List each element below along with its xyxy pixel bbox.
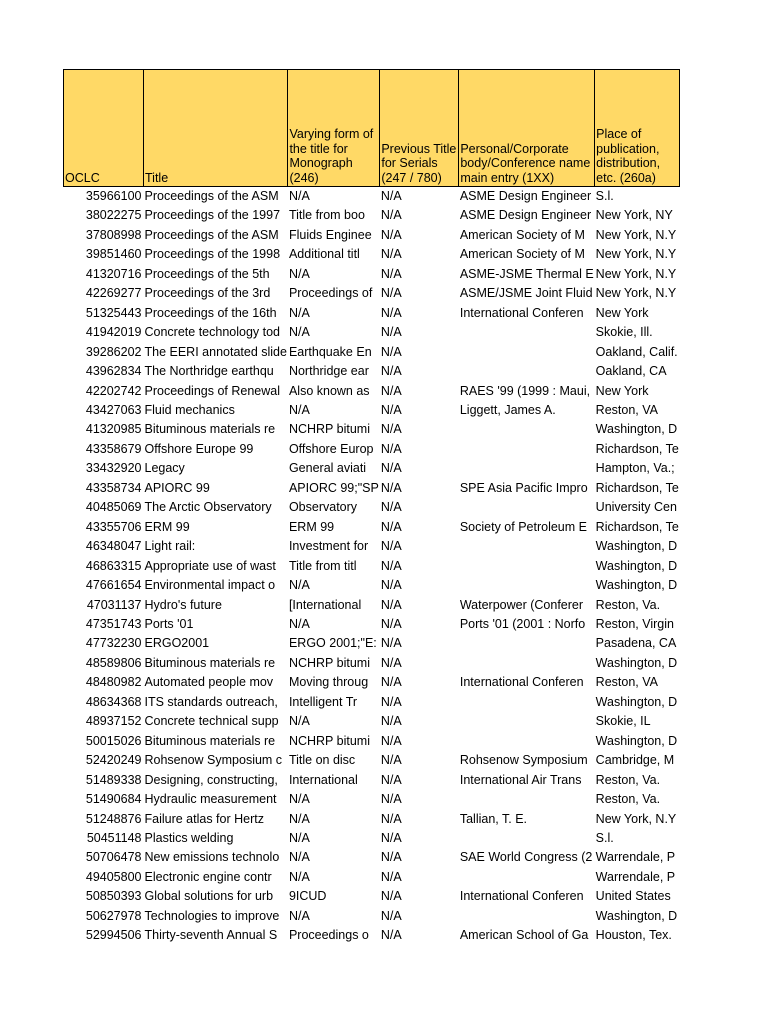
place-cell[interactable]: New York, N.Y: [595, 247, 677, 262]
main-entry-cell[interactable]: [459, 654, 595, 673]
oclc-cell[interactable]: 42269277: [85, 286, 142, 301]
spreadsheet: [63, 69, 680, 946]
table-row: [64, 206, 680, 225]
oclc-cell[interactable]: 43427063: [85, 402, 142, 417]
main-entry-cell[interactable]: [459, 440, 595, 459]
place-cell[interactable]: University Cen: [595, 500, 677, 515]
varying-form-cell[interactable]: NCHRP bitumi: [288, 655, 370, 670]
varying-form-cell[interactable]: Northridge ear: [288, 364, 369, 379]
table-row: [64, 829, 680, 848]
previous-title-cell[interactable]: N/A: [380, 675, 402, 690]
header-varying-form[interactable]: Varying form of the title for Monograph (246): [288, 70, 380, 187]
place-cell[interactable]: New York, N.Y: [595, 286, 677, 301]
table-row: [64, 887, 680, 906]
place-cell[interactable]: Skokie, IL: [595, 714, 651, 729]
previous-title-cell[interactable]: N/A: [380, 500, 402, 515]
table-row: [64, 751, 680, 770]
main-entry-cell[interactable]: [459, 459, 595, 478]
varying-form-cell[interactable]: General aviati: [288, 461, 367, 476]
varying-form-cell[interactable]: [International: [288, 597, 362, 612]
title-cell[interactable]: Plastics welding: [144, 830, 234, 845]
title-cell[interactable]: Thirty-seventh Annual S: [144, 928, 278, 943]
varying-form-cell[interactable]: International: [288, 772, 358, 787]
table-row: [64, 420, 680, 439]
title-cell[interactable]: Bituminous materials re: [144, 422, 276, 437]
header-previous-title[interactable]: Previous Title for Serials (247 / 780): [380, 70, 459, 187]
main-entry-cell[interactable]: [459, 732, 595, 751]
oclc-cell[interactable]: 39851460: [85, 247, 142, 262]
main-entry-cell[interactable]: [459, 362, 595, 381]
previous-title-cell[interactable]: N/A: [380, 519, 402, 534]
main-entry-cell[interactable]: [459, 576, 595, 595]
main-entry-cell[interactable]: SAE World Congress (2: [459, 850, 593, 865]
oclc-cell[interactable]: 51489338: [85, 772, 142, 787]
header-oclc[interactable]: OCLC: [64, 70, 144, 187]
oclc-cell[interactable]: 39286202: [85, 344, 142, 359]
previous-title-cell[interactable]: N/A: [380, 227, 402, 242]
table-row: [64, 615, 680, 634]
place-cell[interactable]: New York, NY: [595, 208, 673, 223]
place-cell[interactable]: Reston, Virgin: [595, 616, 674, 631]
varying-form-cell[interactable]: Investment for: [288, 539, 369, 554]
previous-title-cell[interactable]: N/A: [380, 830, 402, 845]
title-cell[interactable]: Environmental impact o: [144, 578, 276, 593]
previous-title-cell[interactable]: N/A: [380, 733, 402, 748]
title-cell[interactable]: Offshore Europe 99: [144, 441, 254, 456]
previous-title-cell[interactable]: N/A: [380, 383, 402, 398]
title-cell[interactable]: Failure atlas for Hertz: [144, 811, 264, 826]
title-cell[interactable]: The Northridge earthqu: [144, 364, 274, 379]
previous-title-cell[interactable]: N/A: [380, 714, 402, 729]
oclc-cell[interactable]: 43355706: [85, 519, 142, 534]
oclc-cell[interactable]: 48937152: [85, 714, 142, 729]
title-cell[interactable]: Concrete technical supp: [144, 714, 279, 729]
place-cell[interactable]: Reston, VA: [595, 675, 658, 690]
varying-form-cell[interactable]: Proceedings of: [288, 286, 373, 301]
varying-form-cell[interactable]: Also known as: [288, 383, 370, 398]
varying-form-cell[interactable]: N/A: [288, 869, 310, 884]
varying-form-cell[interactable]: N/A: [288, 792, 310, 807]
main-entry-cell[interactable]: ASME Design Engineer: [459, 208, 592, 223]
place-cell[interactable]: New York, N.Y: [595, 227, 677, 242]
previous-title-cell[interactable]: N/A: [380, 305, 402, 320]
previous-title-cell[interactable]: N/A: [380, 694, 402, 709]
oclc-cell[interactable]: 47351743: [85, 616, 142, 631]
oclc-cell[interactable]: 52994506: [85, 928, 142, 943]
previous-title-cell[interactable]: N/A: [380, 578, 402, 593]
title-cell[interactable]: APIORC 99: [144, 480, 210, 495]
main-entry-cell[interactable]: Waterpower (Conferer: [459, 597, 584, 612]
previous-title-cell[interactable]: N/A: [380, 655, 402, 670]
oclc-cell[interactable]: 51248876: [85, 811, 142, 826]
previous-title-cell[interactable]: N/A: [380, 869, 402, 884]
place-cell[interactable]: Washington, D: [595, 908, 678, 923]
table-row: [64, 771, 680, 790]
previous-title-cell[interactable]: N/A: [380, 558, 402, 573]
place-cell[interactable]: New York: [595, 305, 649, 320]
previous-title-cell[interactable]: N/A: [380, 616, 402, 631]
varying-form-cell[interactable]: N/A: [288, 616, 310, 631]
title-cell[interactable]: Proceedings of the 5th: [144, 266, 270, 281]
previous-title-cell[interactable]: N/A: [380, 364, 402, 379]
main-entry-cell[interactable]: [459, 712, 595, 731]
title-cell[interactable]: Automated people mov: [144, 675, 274, 690]
table-row: [64, 362, 680, 381]
varying-form-cell[interactable]: Fluids Enginee: [288, 227, 372, 242]
title-cell[interactable]: Proceedings of the ASM: [144, 189, 279, 203]
varying-form-cell[interactable]: N/A: [288, 714, 310, 729]
previous-title-cell[interactable]: N/A: [380, 928, 402, 943]
place-cell[interactable]: United States: [595, 889, 671, 904]
table-row: [64, 848, 680, 867]
table-body: [64, 187, 680, 946]
previous-title-cell[interactable]: N/A: [380, 908, 402, 923]
previous-title-cell[interactable]: N/A: [380, 402, 402, 417]
title-cell[interactable]: ERGO2001: [144, 636, 210, 651]
oclc-cell[interactable]: 50850393: [85, 889, 142, 904]
title-cell[interactable]: Global solutions for urb: [144, 889, 274, 904]
title-cell[interactable]: Proceedings of Renewal: [144, 383, 280, 398]
place-cell[interactable]: Skokie, Ill.: [595, 325, 653, 340]
place-cell[interactable]: Houston, Tex.: [595, 928, 672, 943]
oclc-cell[interactable]: 43962834: [85, 364, 142, 379]
main-entry-cell[interactable]: [459, 907, 595, 926]
varying-form-cell[interactable]: Title from boo: [288, 208, 365, 223]
title-cell[interactable]: New emissions technolo: [144, 850, 280, 865]
previous-title-cell[interactable]: N/A: [380, 286, 402, 301]
table-row: [64, 673, 680, 692]
oclc-cell[interactable]: 46348047: [85, 539, 142, 554]
oclc-cell[interactable]: 48480982: [85, 675, 142, 690]
oclc-cell[interactable]: 49405800: [85, 869, 142, 884]
title-cell[interactable]: Proceedings of the ASM: [144, 227, 279, 242]
main-entry-cell[interactable]: [459, 323, 595, 342]
oclc-cell[interactable]: 37808998: [85, 227, 142, 242]
main-entry-cell[interactable]: [459, 790, 595, 809]
main-entry-cell[interactable]: [459, 868, 595, 887]
oclc-cell[interactable]: 35966100: [85, 189, 142, 203]
place-cell[interactable]: Washington, D: [595, 733, 678, 748]
oclc-cell[interactable]: 51325443: [85, 305, 142, 320]
table-row: [64, 304, 680, 323]
place-cell[interactable]: Richardson, Te: [595, 519, 679, 534]
place-cell[interactable]: Reston, Va.: [595, 597, 661, 612]
main-entry-cell[interactable]: American Society of M: [459, 247, 585, 262]
previous-title-cell[interactable]: N/A: [380, 850, 402, 865]
table-row: [64, 459, 680, 478]
title-cell[interactable]: Proceedings of the 3rd: [144, 286, 271, 301]
table-row: [64, 382, 680, 401]
table-row: [64, 518, 680, 537]
main-entry-cell[interactable]: American Society of M: [459, 227, 585, 242]
main-entry-cell[interactable]: [459, 537, 595, 556]
oclc-cell[interactable]: 50627978: [85, 908, 142, 923]
oclc-cell[interactable]: 47661654: [85, 578, 142, 593]
oclc-cell[interactable]: 48589806: [85, 655, 142, 670]
oclc-cell[interactable]: 43358734: [85, 480, 142, 495]
title-cell[interactable]: The EERI annotated slide: [144, 344, 287, 359]
place-cell[interactable]: Richardson, Te: [595, 441, 679, 456]
varying-form-cell[interactable]: Observatory: [288, 500, 358, 515]
varying-form-cell[interactable]: N/A: [288, 325, 310, 340]
varying-form-cell[interactable]: APIORC 99;"SP: [288, 480, 379, 495]
title-cell[interactable]: Designing, constructing,: [144, 772, 278, 787]
catalog-table: [63, 69, 680, 946]
place-cell[interactable]: New York, N.Y: [595, 266, 677, 281]
main-entry-cell[interactable]: Society of Petroleum E: [459, 519, 587, 534]
table-row: [64, 790, 680, 809]
oclc-cell[interactable]: 42202742: [85, 383, 142, 398]
varying-form-cell[interactable]: Title from titl: [288, 558, 357, 573]
main-entry-cell[interactable]: International Conferen: [459, 675, 584, 690]
varying-form-cell[interactable]: Earthquake En: [288, 344, 372, 359]
title-cell[interactable]: Bituminous materials re: [144, 733, 276, 748]
main-entry-cell[interactable]: [459, 557, 595, 576]
title-cell[interactable]: Electronic engine contr: [144, 869, 272, 884]
table-row: [64, 440, 680, 459]
main-entry-cell[interactable]: Ports '01 (2001 : Norfo: [459, 616, 586, 631]
title-cell[interactable]: Hydro's future: [144, 597, 222, 612]
place-cell[interactable]: Washington, D: [595, 578, 678, 593]
title-cell[interactable]: Light rail:: [144, 539, 196, 554]
table-row: [64, 634, 680, 653]
place-cell[interactable]: New York, N.Y: [595, 811, 677, 826]
place-cell[interactable]: Washington, D: [595, 539, 678, 554]
title-cell[interactable]: ITS standards outreach,: [144, 694, 278, 709]
previous-title-cell[interactable]: N/A: [380, 441, 402, 456]
main-entry-cell[interactable]: ASME Design Engineer: [459, 189, 592, 203]
main-entry-cell[interactable]: [459, 498, 595, 517]
title-cell[interactable]: Legacy: [144, 461, 185, 476]
table-row: [64, 693, 680, 712]
previous-title-cell[interactable]: N/A: [380, 889, 402, 904]
table-row: [64, 401, 680, 420]
previous-title-cell[interactable]: N/A: [380, 208, 402, 223]
varying-form-cell[interactable]: N/A: [288, 850, 310, 865]
place-cell[interactable]: Washington, D: [595, 422, 678, 437]
table-row: [64, 926, 680, 945]
oclc-cell[interactable]: 47732230: [85, 636, 142, 651]
previous-title-cell[interactable]: N/A: [380, 344, 402, 359]
varying-form-cell[interactable]: ERM 99: [288, 519, 335, 534]
place-cell[interactable]: Oakland, Calif.: [595, 344, 678, 359]
main-entry-cell[interactable]: [459, 420, 595, 439]
varying-form-cell[interactable]: N/A: [288, 402, 310, 417]
title-cell[interactable]: Appropriate use of wast: [144, 558, 276, 573]
varying-form-cell[interactable]: N/A: [288, 908, 310, 923]
varying-form-cell[interactable]: Moving throug: [288, 675, 369, 690]
place-cell[interactable]: Richardson, Te: [595, 480, 679, 495]
table-row: [64, 810, 680, 829]
table-row: [64, 712, 680, 731]
previous-title-cell[interactable]: N/A: [380, 811, 402, 826]
title-cell[interactable]: Concrete technology tod: [144, 325, 281, 340]
main-entry-cell[interactable]: [459, 693, 595, 712]
main-entry-cell[interactable]: ASME/JSME Joint Fluid: [459, 286, 593, 301]
oclc-cell[interactable]: 43358679: [85, 441, 142, 456]
table-row: [64, 907, 680, 926]
main-entry-cell[interactable]: International Air Trans: [459, 772, 582, 787]
main-entry-cell[interactable]: SPE Asia Pacific Impro: [459, 480, 588, 495]
place-cell[interactable]: New York: [595, 383, 649, 398]
previous-title-cell[interactable]: N/A: [380, 636, 402, 651]
title-cell[interactable]: Bituminous materials re: [144, 655, 276, 670]
table-row: [64, 245, 680, 264]
place-cell[interactable]: Warrendale, P: [595, 869, 676, 884]
header-row: [64, 70, 680, 187]
previous-title-cell[interactable]: N/A: [380, 597, 402, 612]
header-title[interactable]: Title: [144, 70, 288, 187]
title-cell[interactable]: Proceedings of the 1997: [144, 208, 281, 223]
oclc-cell[interactable]: 52420249: [85, 753, 142, 768]
main-entry-cell[interactable]: [459, 829, 595, 848]
place-cell[interactable]: Cambridge, M: [595, 753, 675, 768]
previous-title-cell[interactable]: N/A: [380, 266, 402, 281]
varying-form-cell[interactable]: Intelligent Tr: [288, 694, 358, 709]
header-main-entry[interactable]: Personal/Corporate body/Conference name main entry (1XX): [459, 70, 595, 187]
table-row: [64, 498, 680, 517]
title-cell[interactable]: Proceedings of the 1998: [144, 247, 281, 262]
table-row: [64, 576, 680, 595]
title-cell[interactable]: Rohsenow Symposium c: [144, 753, 283, 768]
previous-title-cell[interactable]: N/A: [380, 461, 402, 476]
title-cell[interactable]: Technologies to improve: [144, 908, 280, 923]
previous-title-cell[interactable]: N/A: [380, 772, 402, 787]
table-row: [64, 732, 680, 751]
place-cell[interactable]: Washington, D: [595, 655, 678, 670]
table-row: [64, 343, 680, 362]
previous-title-cell[interactable]: N/A: [380, 189, 402, 203]
oclc-cell[interactable]: 33432920: [85, 461, 142, 476]
oclc-cell[interactable]: 48634368: [85, 694, 142, 709]
place-cell[interactable]: Pasadena, CA: [595, 636, 677, 651]
table-row: [64, 537, 680, 556]
oclc-cell[interactable]: 46863315: [85, 558, 142, 573]
oclc-cell[interactable]: 41320716: [85, 266, 142, 281]
varying-form-cell[interactable]: N/A: [288, 811, 310, 826]
varying-form-cell[interactable]: 9ICUD: [288, 889, 327, 904]
oclc-cell[interactable]: 50706478: [85, 850, 142, 865]
main-entry-cell[interactable]: Tallian, T. E.: [459, 811, 528, 826]
varying-form-cell[interactable]: Offshore Europ: [288, 441, 374, 456]
table-row: [64, 596, 680, 615]
main-entry-cell[interactable]: [459, 343, 595, 362]
oclc-cell[interactable]: 41942019: [85, 325, 142, 340]
main-entry-cell[interactable]: International Conferen: [459, 305, 584, 320]
table-row: [64, 187, 680, 207]
title-cell[interactable]: The Arctic Observatory: [144, 500, 272, 515]
place-cell[interactable]: Reston, Va.: [595, 792, 661, 807]
table-row: [64, 557, 680, 576]
varying-form-cell[interactable]: N/A: [288, 266, 310, 281]
oclc-cell[interactable]: 40485069: [85, 500, 142, 515]
place-cell[interactable]: Reston, VA: [595, 402, 658, 417]
place-cell[interactable]: Washington, D: [595, 694, 678, 709]
varying-form-cell[interactable]: Title on disc: [288, 753, 356, 768]
place-cell[interactable]: S.l.: [595, 830, 614, 845]
title-cell[interactable]: Fluid mechanics: [144, 402, 235, 417]
main-entry-cell[interactable]: ASME-JSME Thermal E: [459, 266, 594, 281]
main-entry-cell[interactable]: Rohsenow Symposium: [459, 753, 588, 768]
table-row: [64, 284, 680, 303]
varying-form-cell[interactable]: Proceedings o: [288, 928, 369, 943]
varying-form-cell[interactable]: N/A: [288, 189, 310, 203]
place-cell[interactable]: Reston, Va.: [595, 772, 661, 787]
main-entry-cell[interactable]: International Conferen: [459, 889, 584, 904]
place-cell[interactable]: Warrendale, P: [595, 850, 676, 865]
oclc-cell[interactable]: 38022275: [85, 208, 142, 223]
table-row: [64, 654, 680, 673]
varying-form-cell[interactable]: N/A: [288, 830, 310, 845]
previous-title-cell[interactable]: N/A: [380, 325, 402, 340]
previous-title-cell[interactable]: N/A: [380, 247, 402, 262]
main-entry-cell[interactable]: RAES '99 (1999 : Maui,: [459, 383, 591, 398]
previous-title-cell[interactable]: N/A: [380, 422, 402, 437]
main-entry-cell[interactable]: American School of Ga: [459, 928, 589, 943]
place-cell[interactable]: S.l.: [595, 189, 614, 203]
varying-form-cell[interactable]: NCHRP bitumi: [288, 733, 370, 748]
place-cell[interactable]: Hampton, Va.;: [595, 461, 675, 476]
varying-form-cell[interactable]: N/A: [288, 578, 310, 593]
previous-title-cell[interactable]: N/A: [380, 480, 402, 495]
title-cell[interactable]: Hydraulic measurement: [144, 792, 277, 807]
table-row: [64, 323, 680, 342]
oclc-cell[interactable]: 47031137: [86, 597, 142, 612]
previous-title-cell[interactable]: N/A: [380, 792, 402, 807]
table-row: [64, 226, 680, 245]
varying-form-cell[interactable]: N/A: [288, 305, 310, 320]
oclc-cell[interactable]: 51490684: [85, 792, 142, 807]
table-row: [64, 868, 680, 887]
title-cell[interactable]: Ports '01: [144, 616, 194, 631]
varying-form-cell[interactable]: ERGO 2001;"E:: [288, 636, 377, 651]
varying-form-cell[interactable]: NCHRP bitumi: [288, 422, 370, 437]
oclc-cell[interactable]: 41320985: [85, 422, 142, 437]
table-row: [64, 265, 680, 284]
place-cell[interactable]: Oakland, CA: [595, 364, 667, 379]
main-entry-cell[interactable]: [459, 634, 595, 653]
varying-form-cell[interactable]: Additional titl: [288, 247, 360, 262]
previous-title-cell[interactable]: N/A: [380, 539, 402, 554]
table-row: [64, 479, 680, 498]
oclc-cell[interactable]: 50015026: [85, 733, 142, 748]
oclc-cell[interactable]: 50451148: [86, 830, 142, 845]
header-place-of-publication[interactable]: Place of publication, distribution, etc. (260a): [595, 70, 680, 187]
main-entry-cell[interactable]: Liggett, James A.: [459, 402, 556, 417]
previous-title-cell[interactable]: N/A: [380, 753, 402, 768]
title-cell[interactable]: ERM 99: [144, 519, 190, 534]
place-cell[interactable]: Washington, D: [595, 558, 678, 573]
title-cell[interactable]: Proceedings of the 16th: [144, 305, 277, 320]
